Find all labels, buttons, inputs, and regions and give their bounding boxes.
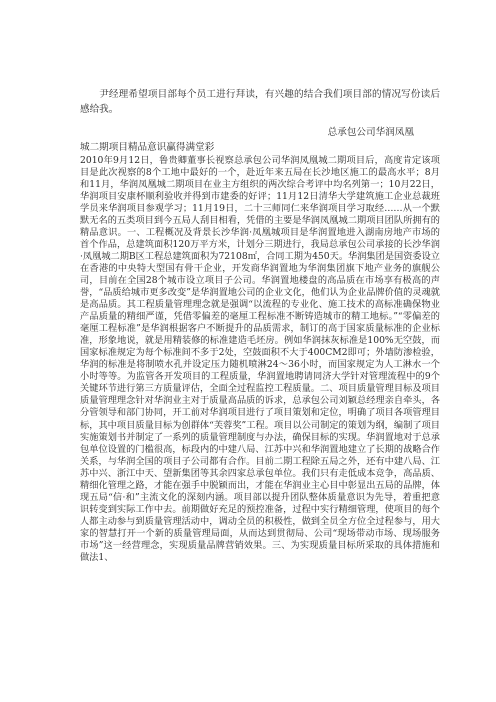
intro-paragraph: 尹经理希望项目部每个员工进行拜读，有兴趣的结合我们项目部的情况写份读后感给我。 — [80, 89, 440, 115]
article-heading: 城二期项目精品意识赢得满堂彩 — [80, 142, 215, 153]
article-body: 2010年9月12日，鲁贵卿董事长视察总承包公司华润凤凰城二期项目后，高度肯定该项目是此次视察的8个工地中最好的一个，赴近年来五局在长沙地区施工的最高水平；8月和11月，华润凤凰城二期项目在业主方组织的两次综合考评中均名列第一；10月22日，华润项目安康杯顺利验收并得到市建委的好评；11月12日清华大学建筑施工企业总裁班学员来华润项目参观学习；11月19日，二十三师同仁来华润项目学习取经……从一个默默无名的五类项目到今五局人刮目相看，凭借的主要是华润凤凰城二期项目团队所拥有的精品意识。一、工程概况及背景长沙华润·凤凰城项目是华润置地进入湖南房地产市场的首个作品，总建筑面积120万平方米，计划分三期进行，我局总承包公司承接的长沙华润·凤凰城二期B区工程总建筑面积为72108㎡，合同工期为450天。华润集团是国资委设立在香港的中央特大型国有骨干企业，开发商华润置地为华润集团旗下地产业务的旗舰公司，目前在全国28个城市设立项目子公司。华润置地楼盘的高品质在市场享有极高的声誉，“品质给城市更多改变”是华润置地公司的企业文化，他们认为企业品牌价值的灵魂就是高品质。其工程质量管理理念就是强调“以流程的专业化、施工技术的高标准确保物业产品质量的精细严谨，凭借零偏差的毫厘工程标准不断铸造城市的精工地标。”“零偏差的毫厘工程标准”是华润根据客户不断提升的品质需求，制订的高于国家质量标准的企业标准，形象地说，就是用精装修的标准建造毛坯房。例如华润抹灰标准是100%无空鼓，而国家标准规定为每个标准间不多于2处，空鼓面积不大于400CM2即可；外墙防渗检验，华润的标准是将制喷水孔并设定压力随机喷淋24～36小时，而国家规定为人工淋水一个小时等等。为监管各开发项目的工程质量，华润置地聘请同济大学针对管理流程中的9个关键环节进行第三方质量评估，全面全过程监控工程质量。二、项目质量管理目标及项目质量管理理念针对华润业主对于质量高品质的诉求，总承包公司刘颖总经理亲自牵头，各分管领导和部门协同，开工前对华润项目进行了项目策划和定位，明确了项目各项管理目标，其中项目质量目标为创群体“芙蓉奖”工程。项目以公司制定的策划为纲，编制了项目实施策划书并制定了一系列的质量管理制度与办法，确保目标的实现。华润置地对于总承包单位设置的门槛很高，标段内的中建八局、江苏中兴和华润置地建立了长期的战略合作关系，与华润全国的项目子公司都有合作。目前二期工程除五局之外，还有中建八局、江苏中兴、浙江中天、望新集团等其余四家总承包单位。我们只有走低成本竞争，高品质、精细化管理之路，才能在强手中脱颖而出，才能在华润业主心目中彰显出五局的品牌，体现五局“信·和”主流文化的深刻内涵。项目部以提升团队整体质量意识为先导，着重把意识转变到实际工作中去。前期做好充足的预控准备，过程中实行精细管理，使项目的每个人都主动参与到质量管理活动中，调动全员的积极性，做到全员全方位全过程参与，用大家的智慧打开一个新的质量管理局面，从而达到贯彻局、公司“现场带动市场、现场服务市场”这一经营理念，实现质量品牌营销效果。三、为实现质量目标所采取的具体措施和做法1、 — [80, 154, 440, 564]
company-name: 总承包公司华润凤凰 — [327, 127, 414, 138]
